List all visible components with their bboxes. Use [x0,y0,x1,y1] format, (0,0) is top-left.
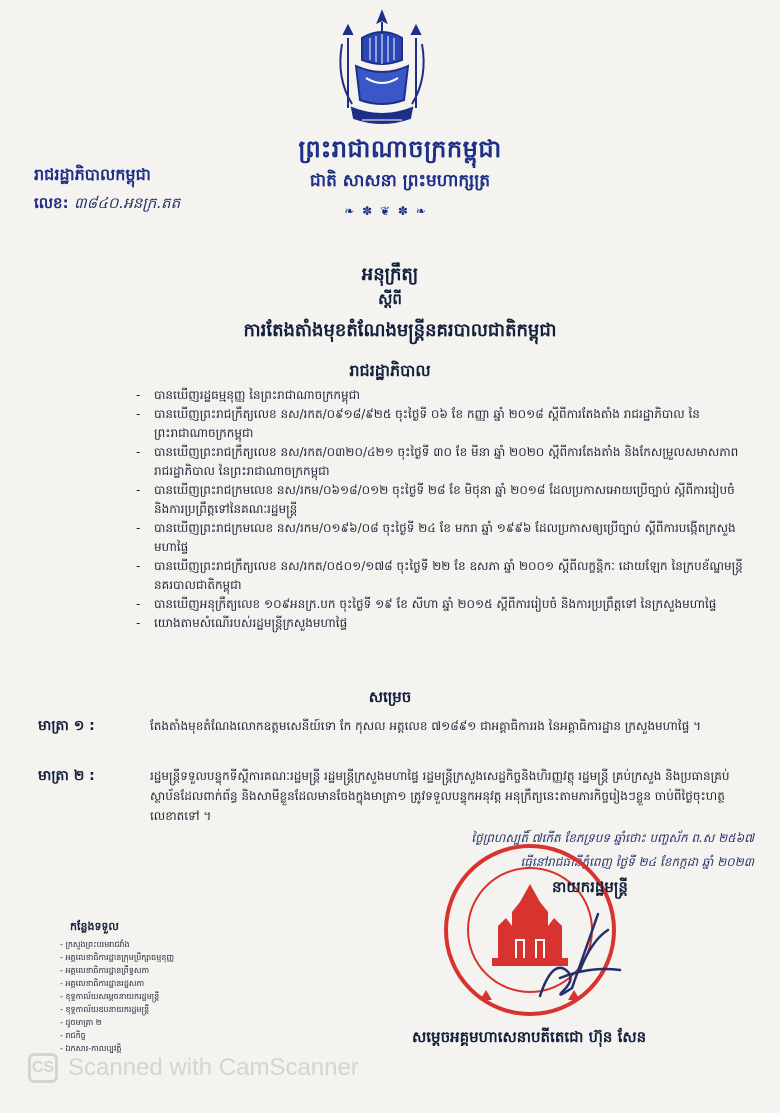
recipient-item: - ឯកសារ-កាលប្បវត្តិ [60,1042,300,1055]
reference-value: ៣៨៤០.អនក្រ.តត [73,194,181,212]
preamble-item: - យោងតាមសំណើរបស់រដ្ឋមន្ត្រីក្រសួងមហាផ្ទៃ [134,614,744,633]
reference-label: លេខ: [34,194,69,212]
article-label: មាត្រា ២ : [38,768,95,784]
recipient-item: - ខុទ្ទកាល័យឧបនាយករដ្ឋមន្ត្រី [60,1003,300,1016]
motto-ornament: ❧ ✽ ❦ ✽ ❧ [344,204,428,218]
preamble-item: - បានឃើញព្រះរាជក្រឹត្យលេខ នស/រកត/០៩១៨/៩២៥ ចុះថ្ងៃទី ០៦ ខែ កញ្ញា ឆ្នាំ ២០១៨ ស្ដីពីការតែងតាំង រាជរដ្ឋាភិបាល នៃព្រះរាជាណាចក្រកម្ពុជា [134,405,744,443]
article-text: តែងតាំងមុខតំណែងលោកឧត្តមសេនីយ៍ទោ កែ កុសល អត្តលេខ ៧១៨៩១ ជាអគ្គាធិការរង នៃអគ្គាធិការដ្ឋាន ក្រសួងមហាផ្ទៃ ។ [150,719,702,733]
lunar-date: ថ្ងៃព្រហស្បតិ៍ ៧កើត ខែភទ្របទ ឆ្នាំថោះ បញ្ចស័ក ព.ស ២៥៦៧ [471,831,754,845]
document-type: អនុក្រឹត្យ [361,264,419,285]
preamble-item: - បានឃើញព្រះរាជក្រឹត្យលេខ នស/រកត/០៣២០/៤២១ ចុះថ្ងៃទី ៣០ ខែ មីនា ឆ្នាំ ២០២០ ស្ដីពីការតែងតាំង និងកែសម្រួលសមាសភាពរាជរដ្ឋាភិបាល នៃព្រះរាជាណាចក្រកម្ពុជា [134,443,744,481]
preamble-item: - បានឃើញព្រះរាជក្រមលេខ នស/រកម/០១៩៦/០៨ ចុះថ្ងៃទី ២៤ ខែ មករា ឆ្នាំ ១៩៩៦ ដែលប្រកាសឲ្យប្រើច្បាប់ ស្ដីពីការបង្កើតក្រសួងមហាផ្ទៃ [134,519,744,557]
camscanner-watermark [28,1048,359,1088]
handwritten-signature-icon [520,900,640,1010]
recipient-item: - ខុទ្ទកាល័យសម្ដេចនាយករដ្ឋមន្ត្រី [60,990,300,1003]
recipients-block [60,920,300,1055]
signer-title: នាយករដ្ឋមន្ត្រី [552,878,628,896]
recipient-item: - ដូចមាត្រា ២ [60,1016,300,1029]
preamble-item: - បានឃើញរដ្ឋធម្មនុញ្ញ នៃព្រះរាជាណាចក្រកម្ពុជា [134,386,744,405]
preamble-item: - បានឃើញព្រះរាជក្រមលេខ នស/រកម/០៦១៨/០១២ ចុះថ្ងៃទី ២៨ ខែ មិថុនា ឆ្នាំ ២០១៨ ដែលប្រកាសអោយប្រើច្បាប់ ស្ដីពីការរៀបចំ និងការប្រព្រឹត្តទៅនៃគណៈរដ្ឋមន្ត្រី [134,481,744,519]
issuer-heading: រាជរដ្ឋាភិបាល [349,361,431,380]
signer-name: សម្ដេចអគ្គមហាសេនាបតីតេជោ ហ៊ុន សែន [412,1028,647,1046]
national-motto: ជាតិ សាសនា ព្រះមហាក្សត្រ [309,171,491,191]
royal-coat-of-arms-icon [322,8,442,134]
article-2 [38,766,748,830]
recipient-item: - អគ្គលេខាធិការដ្ឋានក្រុមប្រឹក្សាធម្មនុញ្ញ [60,951,300,964]
article-label: មាត្រា ១ : [38,718,95,734]
watermark-text: Scanned with CamScanner [68,1054,359,1081]
preamble-item: - បានឃើញអនុក្រឹត្យលេខ ១០៩អនក្រ.បក ចុះថ្ងៃទី ១៩ ខែ សីហា ឆ្នាំ ២០១៥ ស្ដីពីការរៀបចំ និងការប្រព្រឹត្តទៅ នៃក្រសួងមហាផ្ទៃ [134,595,744,614]
recipient-item: - អគ្គលេខាធិការដ្ឋានរដ្ឋសភា [60,977,300,990]
recipients-list [60,938,300,1055]
reference-number [34,194,180,216]
article-1 [38,716,748,760]
recipient-item: - រាជកិច្ច [60,1029,300,1042]
recipients-title: កន្លែងទទួល [70,920,119,933]
document-about: ស្ដីពី [378,290,402,308]
preamble-list [134,386,744,633]
decision-heading: សម្រេច [368,688,412,706]
preamble-item: - បានឃើញព្រះរាជក្រឹត្យលេខ នស/រកត/០៥០១/១៧៨ ចុះថ្ងៃទី ២២ ខែ ឧសភា ឆ្នាំ ២០០១ ស្ដីពីលក្ខន្តិកៈ ដោយឡែក នៃក្របខ័ណ្ឌមន្ត្រីនគរបាលជាតិកម្ពុជា [134,557,744,595]
solar-date: ធ្វើនៅរាជធានីភ្នំពេញ ថ្ងៃទី ២៤ ខែកក្កដា ឆ្នាំ ២០២៣ [520,855,754,869]
recipient-item: - អគ្គលេខាធិការដ្ឋានព្រឹទ្ធសភា [60,964,300,977]
kingdom-title: ព្រះរាជាណាចក្រកម្ពុជា [298,135,502,163]
camscanner-logo-icon: CS [28,1053,58,1083]
recipient-item: - ក្រសួងព្រះបរមរាជវាំង [60,938,300,951]
document-subject: ការតែងតាំងមុខតំណែងមន្ត្រីនគរបាលជាតិកម្ពុជា [243,320,557,341]
article-text: រដ្ឋមន្ត្រីទទួលបន្ទុកទីស្ដីការគណៈរដ្ឋមន្ត្រី រដ្ឋមន្ត្រីក្រសួងមហាផ្ទៃ រដ្ឋមន្ត្រីក្រសួងសេដ្ឋកិច្ចនិងហិរញ្ញវត្ថុ រដ្ឋមន្ត្រី គ្រប់ក្រសួង និងប្រធានគ្រប់ស្ថាប័នដែលពាក់ព័ន្ធ និងសាមីខ្លួនដែលមានចែងក្នុងមាត្រា១ ត្រូវទទួលបន្ទុកអនុវត្ត អនុក្រឹត្យនេះតាមភារកិច្ចរៀងៗខ្លួន ចាប់ពីថ្ងៃចុះហត្ថលេខាតទៅ ។ [150,769,730,823]
issuing-government: រាជរដ្ឋាភិបាលកម្ពុជា [34,165,151,184]
